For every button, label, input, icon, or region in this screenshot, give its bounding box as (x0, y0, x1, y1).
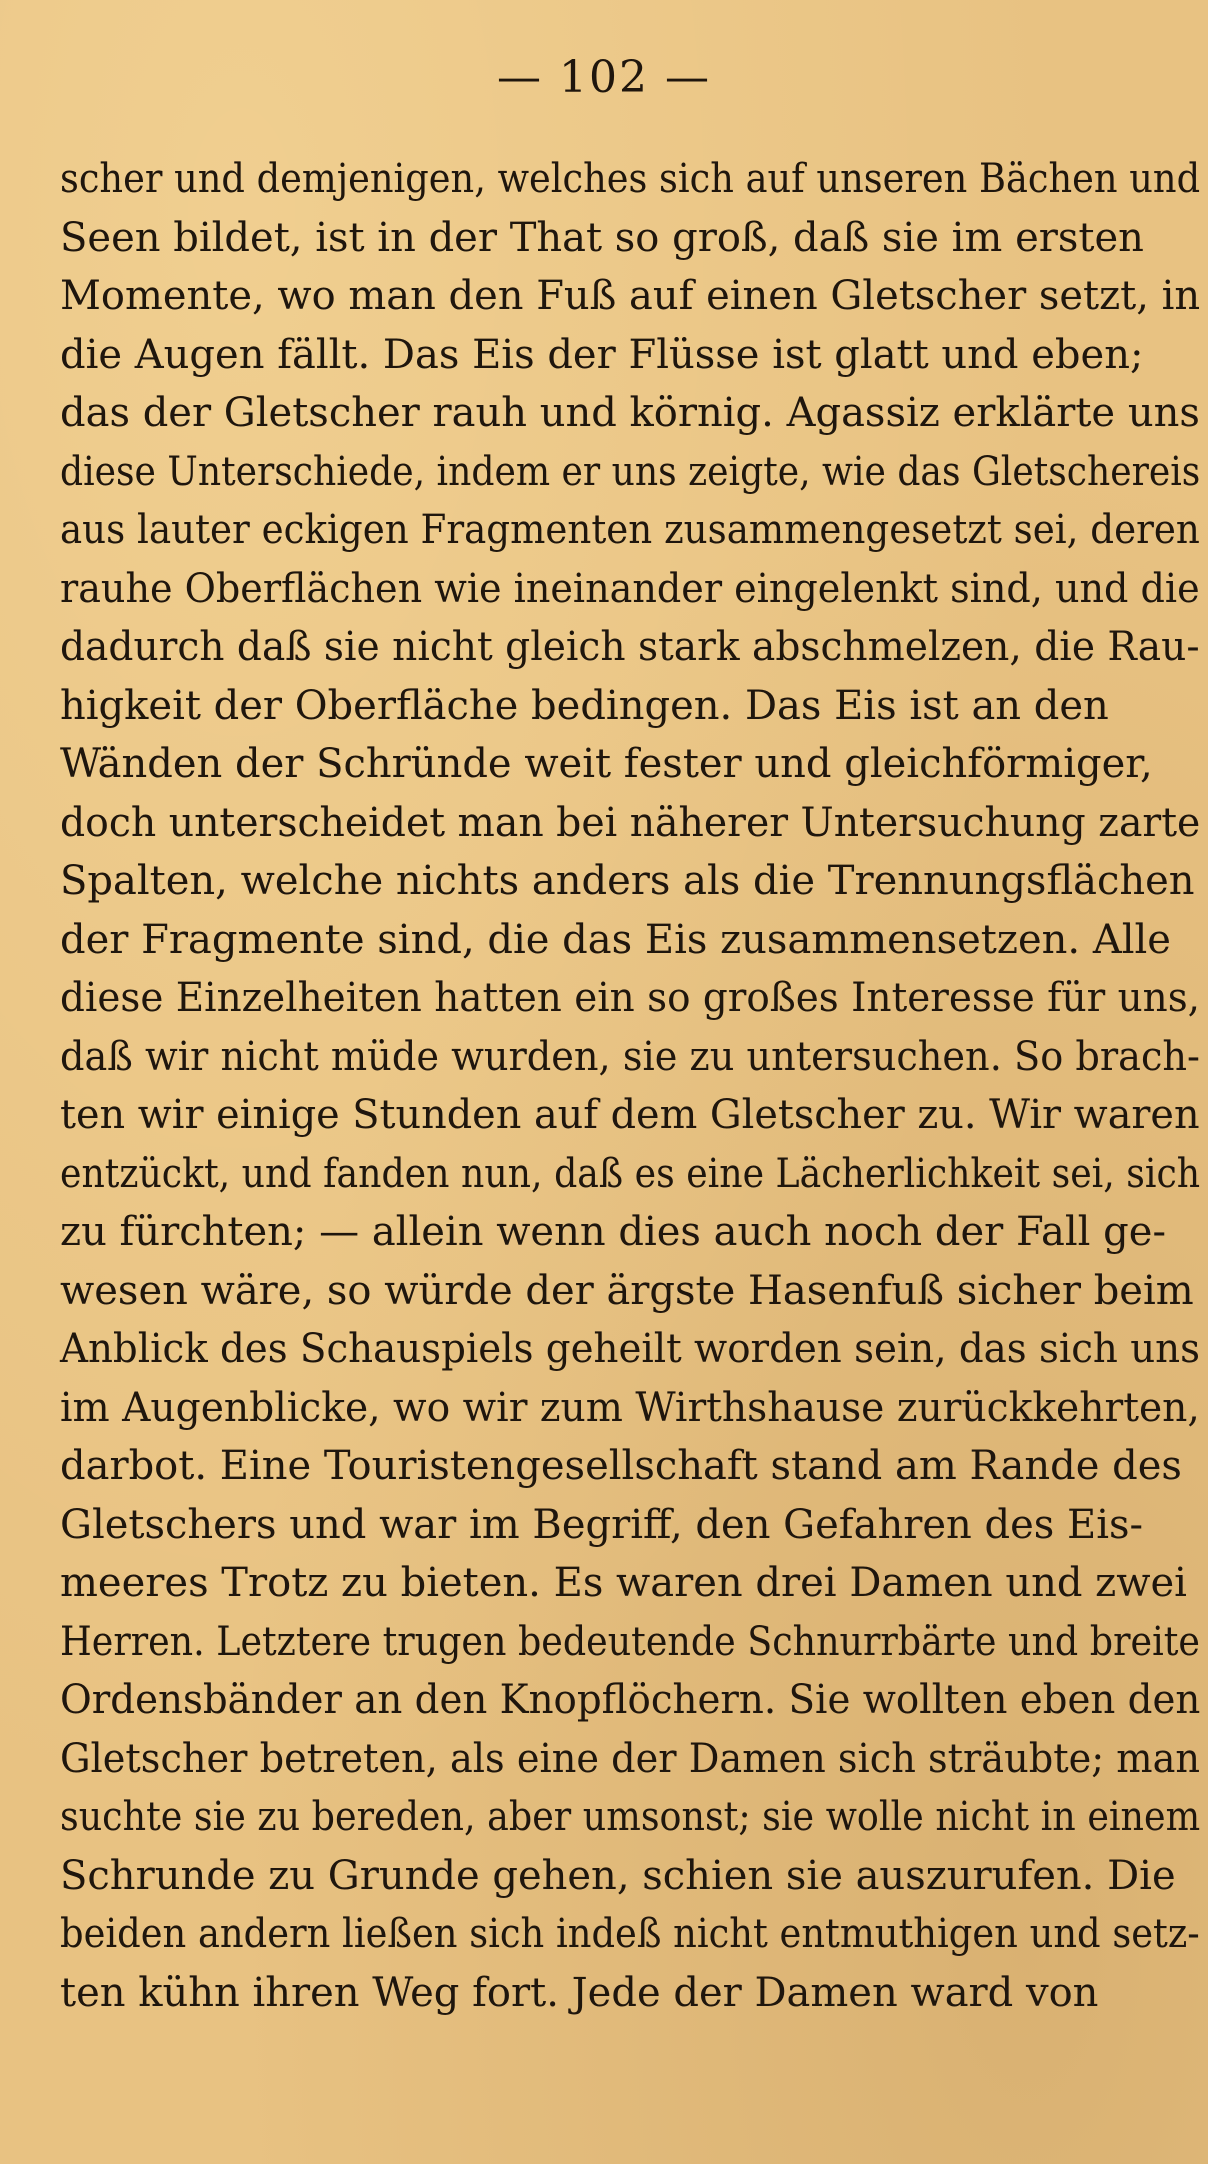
text-line: dadurch daß sie nicht gleich stark abschmelzen, die Rau- (60, 624, 1200, 670)
text-line: ten wir einige Stunden auf dem Gletscher zu. Wir waren (60, 1092, 1200, 1138)
text-line: aus lauter eckigen Fragmenten zusammengesetzt sei, deren (60, 507, 1200, 553)
text-line: entzückt, und fanden nun, daß es eine Lächerlichkeit sei, sich (60, 1150, 1201, 1197)
text-line: der Fragmente sind, die das Eis zusammensetzen. Alle (60, 916, 1171, 963)
text-line: Anblick des Schauspiels geheilt worden sein, das sich uns (60, 1326, 1200, 1372)
text-line: meeres Trotz zu bieten. Es waren drei Damen und zwei (60, 1560, 1187, 1606)
text-line: wesen wäre, so würde der ärgste Hasenfuß sicher beim (60, 1267, 1194, 1314)
text-line: higkeit der Oberfläche bedingen. Das Eis ist an den (60, 682, 1109, 729)
body-text (60, 150, 1200, 2022)
text-line: die Augen fällt. Das Eis der Flüsse ist glatt und eben; (60, 331, 1144, 378)
text-line: diese Unterschiede, indem er uns zeigte, wie das Gletschereis (60, 448, 1201, 495)
text-line: im Augenblicke, wo wir zum Wirthshause zurückkehrten, (60, 1384, 1200, 1431)
text-line: Seen bildet, ist in der That so groß, daß sie im ersten (60, 214, 1144, 261)
text-line: daß wir nicht müde wurden, sie zu untersuchen. So brach- (60, 1033, 1200, 1080)
text-line: das der Gletscher rauh und körnig. Agassiz erklärte uns (60, 390, 1200, 436)
text-line: doch unterscheidet man bei näherer Untersuchung zarte (60, 799, 1201, 846)
text-line: Gletschers und war im Begriff, den Gefahren des Eis- (60, 1501, 1144, 1548)
text-line: Momente, wo man den Fuß auf einen Gletscher setzt, in (60, 273, 1201, 319)
text-line: Gletscher betreten, als eine der Damen sich sträubte; man (60, 1735, 1201, 1782)
text-line: darbot. Eine Touristengesellschaft stand am Rande des (60, 1443, 1182, 1489)
text-line: scher und demjenigen, welches sich auf unseren Bächen und (60, 156, 1201, 202)
text-line: Wänden der Schründe weit fester und gleichförmiger, (60, 741, 1153, 787)
text-line: suchte sie zu bereden, aber umsonst; sie wolle nicht in einem (60, 1794, 1201, 1840)
text-line: diese Einzelheiten hatten ein so großes Interesse für uns, (60, 975, 1201, 1021)
text-line: rauhe Oberflächen wie ineinander eingelenkt sind, und die (60, 565, 1200, 612)
text-line: beiden andern ließen sich indeß nicht entmuthigen und setz- (60, 1911, 1200, 1957)
text-line: zu fürchten; — allein wenn dies auch noch der Fall ge- (60, 1209, 1166, 1255)
text-line: Schrunde zu Grunde gehen, schien sie auszurufen. Die (60, 1852, 1176, 1899)
page-number: — 102 — (497, 52, 711, 103)
text-line: ten kühn ihren Weg fort. Jede der Damen ward von (60, 1969, 1099, 2016)
text-line: Spalten, welche nichts anders als die Trennungsflächen (60, 858, 1195, 904)
text-line: Herren. Letztere trugen bedeutende Schnurrbärte und breite (60, 1618, 1200, 1665)
text-line: Ordensbänder an den Knopflöchern. Sie wollten eben den (60, 1677, 1201, 1723)
